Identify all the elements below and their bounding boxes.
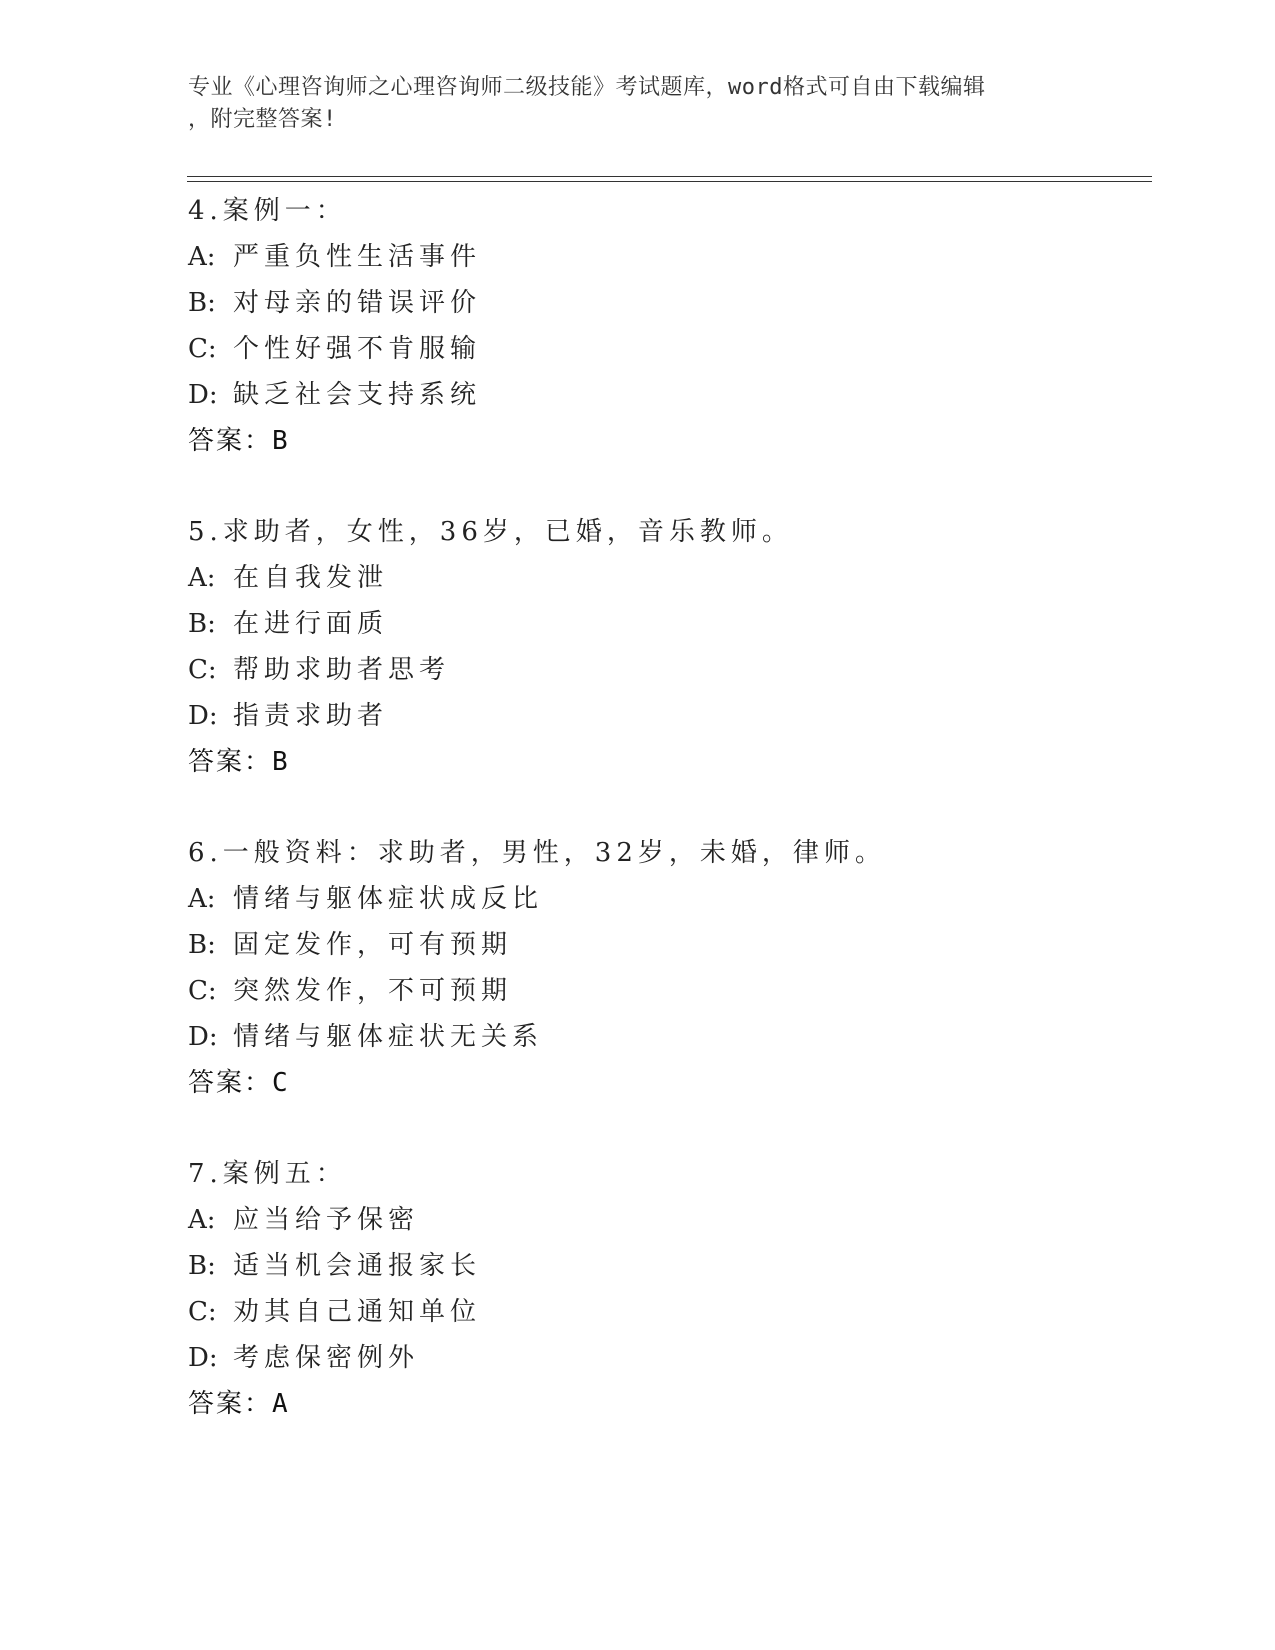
option-letter: C: bbox=[188, 655, 217, 685]
question-6 bbox=[188, 830, 1138, 1106]
option-c bbox=[188, 968, 1138, 1014]
option-letter: A: bbox=[188, 884, 216, 914]
option-text: 突然发作，不可预期 bbox=[233, 976, 513, 1006]
option-letter: D: bbox=[188, 1022, 218, 1052]
answer-label: 答案： bbox=[188, 747, 273, 777]
option-d bbox=[188, 1335, 1138, 1381]
header-line-2: ，附完整答案! bbox=[188, 107, 337, 132]
answer-value: B bbox=[272, 747, 288, 777]
answer-value: B bbox=[272, 426, 288, 456]
answer-line bbox=[188, 418, 1138, 464]
option-letter: B: bbox=[188, 609, 216, 639]
option-b bbox=[188, 601, 1138, 647]
option-text: 情绪与躯体症状成反比 bbox=[233, 884, 544, 914]
option-text: 帮助求助者思考 bbox=[233, 655, 451, 685]
option-text: 劝其自己通知单位 bbox=[233, 1297, 482, 1327]
option-letter: A: bbox=[188, 563, 216, 593]
question-stem: 5.求助者，女性，36岁，已婚，音乐教师。 bbox=[188, 517, 793, 547]
header-line-1: 专业《心理咨询师之心理咨询师二级技能》考试题库，word格式可自由下载编辑 bbox=[188, 75, 986, 100]
question-stem: 6.一般资料：求助者，男性，32岁，未婚，律师。 bbox=[188, 838, 886, 868]
option-text: 在自我发泄 bbox=[233, 563, 389, 593]
question-7 bbox=[188, 1151, 1138, 1427]
question-5 bbox=[188, 509, 1138, 785]
answer-line bbox=[188, 1381, 1138, 1427]
answer-label: 答案： bbox=[188, 1068, 273, 1098]
option-letter: A: bbox=[188, 242, 216, 272]
option-letter: C: bbox=[188, 334, 217, 364]
option-text: 对母亲的错误评价 bbox=[233, 288, 482, 318]
question-stem: 7.案例五： bbox=[188, 1159, 347, 1189]
option-text: 适当机会通报家长 bbox=[233, 1251, 482, 1281]
option-c bbox=[188, 647, 1138, 693]
answer-label: 答案： bbox=[188, 426, 273, 456]
document-header bbox=[188, 72, 1068, 136]
option-letter: A: bbox=[188, 1205, 216, 1235]
option-text: 个性好强不肯服输 bbox=[233, 334, 482, 364]
option-b bbox=[188, 1243, 1138, 1289]
option-letter: D: bbox=[188, 380, 218, 410]
option-text: 指责求助者 bbox=[233, 701, 389, 731]
option-text: 缺乏社会支持系统 bbox=[233, 380, 482, 410]
answer-line bbox=[188, 1060, 1138, 1106]
question-4 bbox=[188, 188, 1138, 464]
answer-value: C bbox=[272, 1068, 288, 1098]
option-text: 考虑保密例外 bbox=[233, 1343, 420, 1373]
option-c bbox=[188, 326, 1138, 372]
option-b bbox=[188, 280, 1138, 326]
question-list bbox=[188, 188, 1138, 1472]
option-a bbox=[188, 876, 1138, 922]
question-stem: 4.案例一： bbox=[188, 196, 347, 226]
option-text: 在进行面质 bbox=[233, 609, 389, 639]
option-letter: D: bbox=[188, 701, 218, 731]
option-text: 固定发作，可有预期 bbox=[233, 930, 513, 960]
option-d bbox=[188, 693, 1138, 739]
answer-value: A bbox=[272, 1389, 288, 1419]
option-a bbox=[188, 555, 1138, 601]
option-a bbox=[188, 234, 1138, 280]
option-text: 情绪与躯体症状无关系 bbox=[233, 1022, 544, 1052]
option-letter: D: bbox=[188, 1343, 218, 1373]
answer-line bbox=[188, 739, 1138, 785]
header-divider-top bbox=[187, 176, 1152, 177]
option-text: 严重负性生活事件 bbox=[233, 242, 482, 272]
option-c bbox=[188, 1289, 1138, 1335]
option-b bbox=[188, 922, 1138, 968]
option-letter: B: bbox=[188, 930, 216, 960]
option-text: 应当给予保密 bbox=[233, 1205, 420, 1235]
option-d bbox=[188, 1014, 1138, 1060]
option-letter: B: bbox=[188, 288, 216, 318]
option-letter: C: bbox=[188, 976, 217, 1006]
option-letter: B: bbox=[188, 1251, 216, 1281]
option-a bbox=[188, 1197, 1138, 1243]
option-letter: C: bbox=[188, 1297, 217, 1327]
answer-label: 答案： bbox=[188, 1389, 273, 1419]
header-divider-bottom bbox=[187, 181, 1152, 182]
option-d bbox=[188, 372, 1138, 418]
